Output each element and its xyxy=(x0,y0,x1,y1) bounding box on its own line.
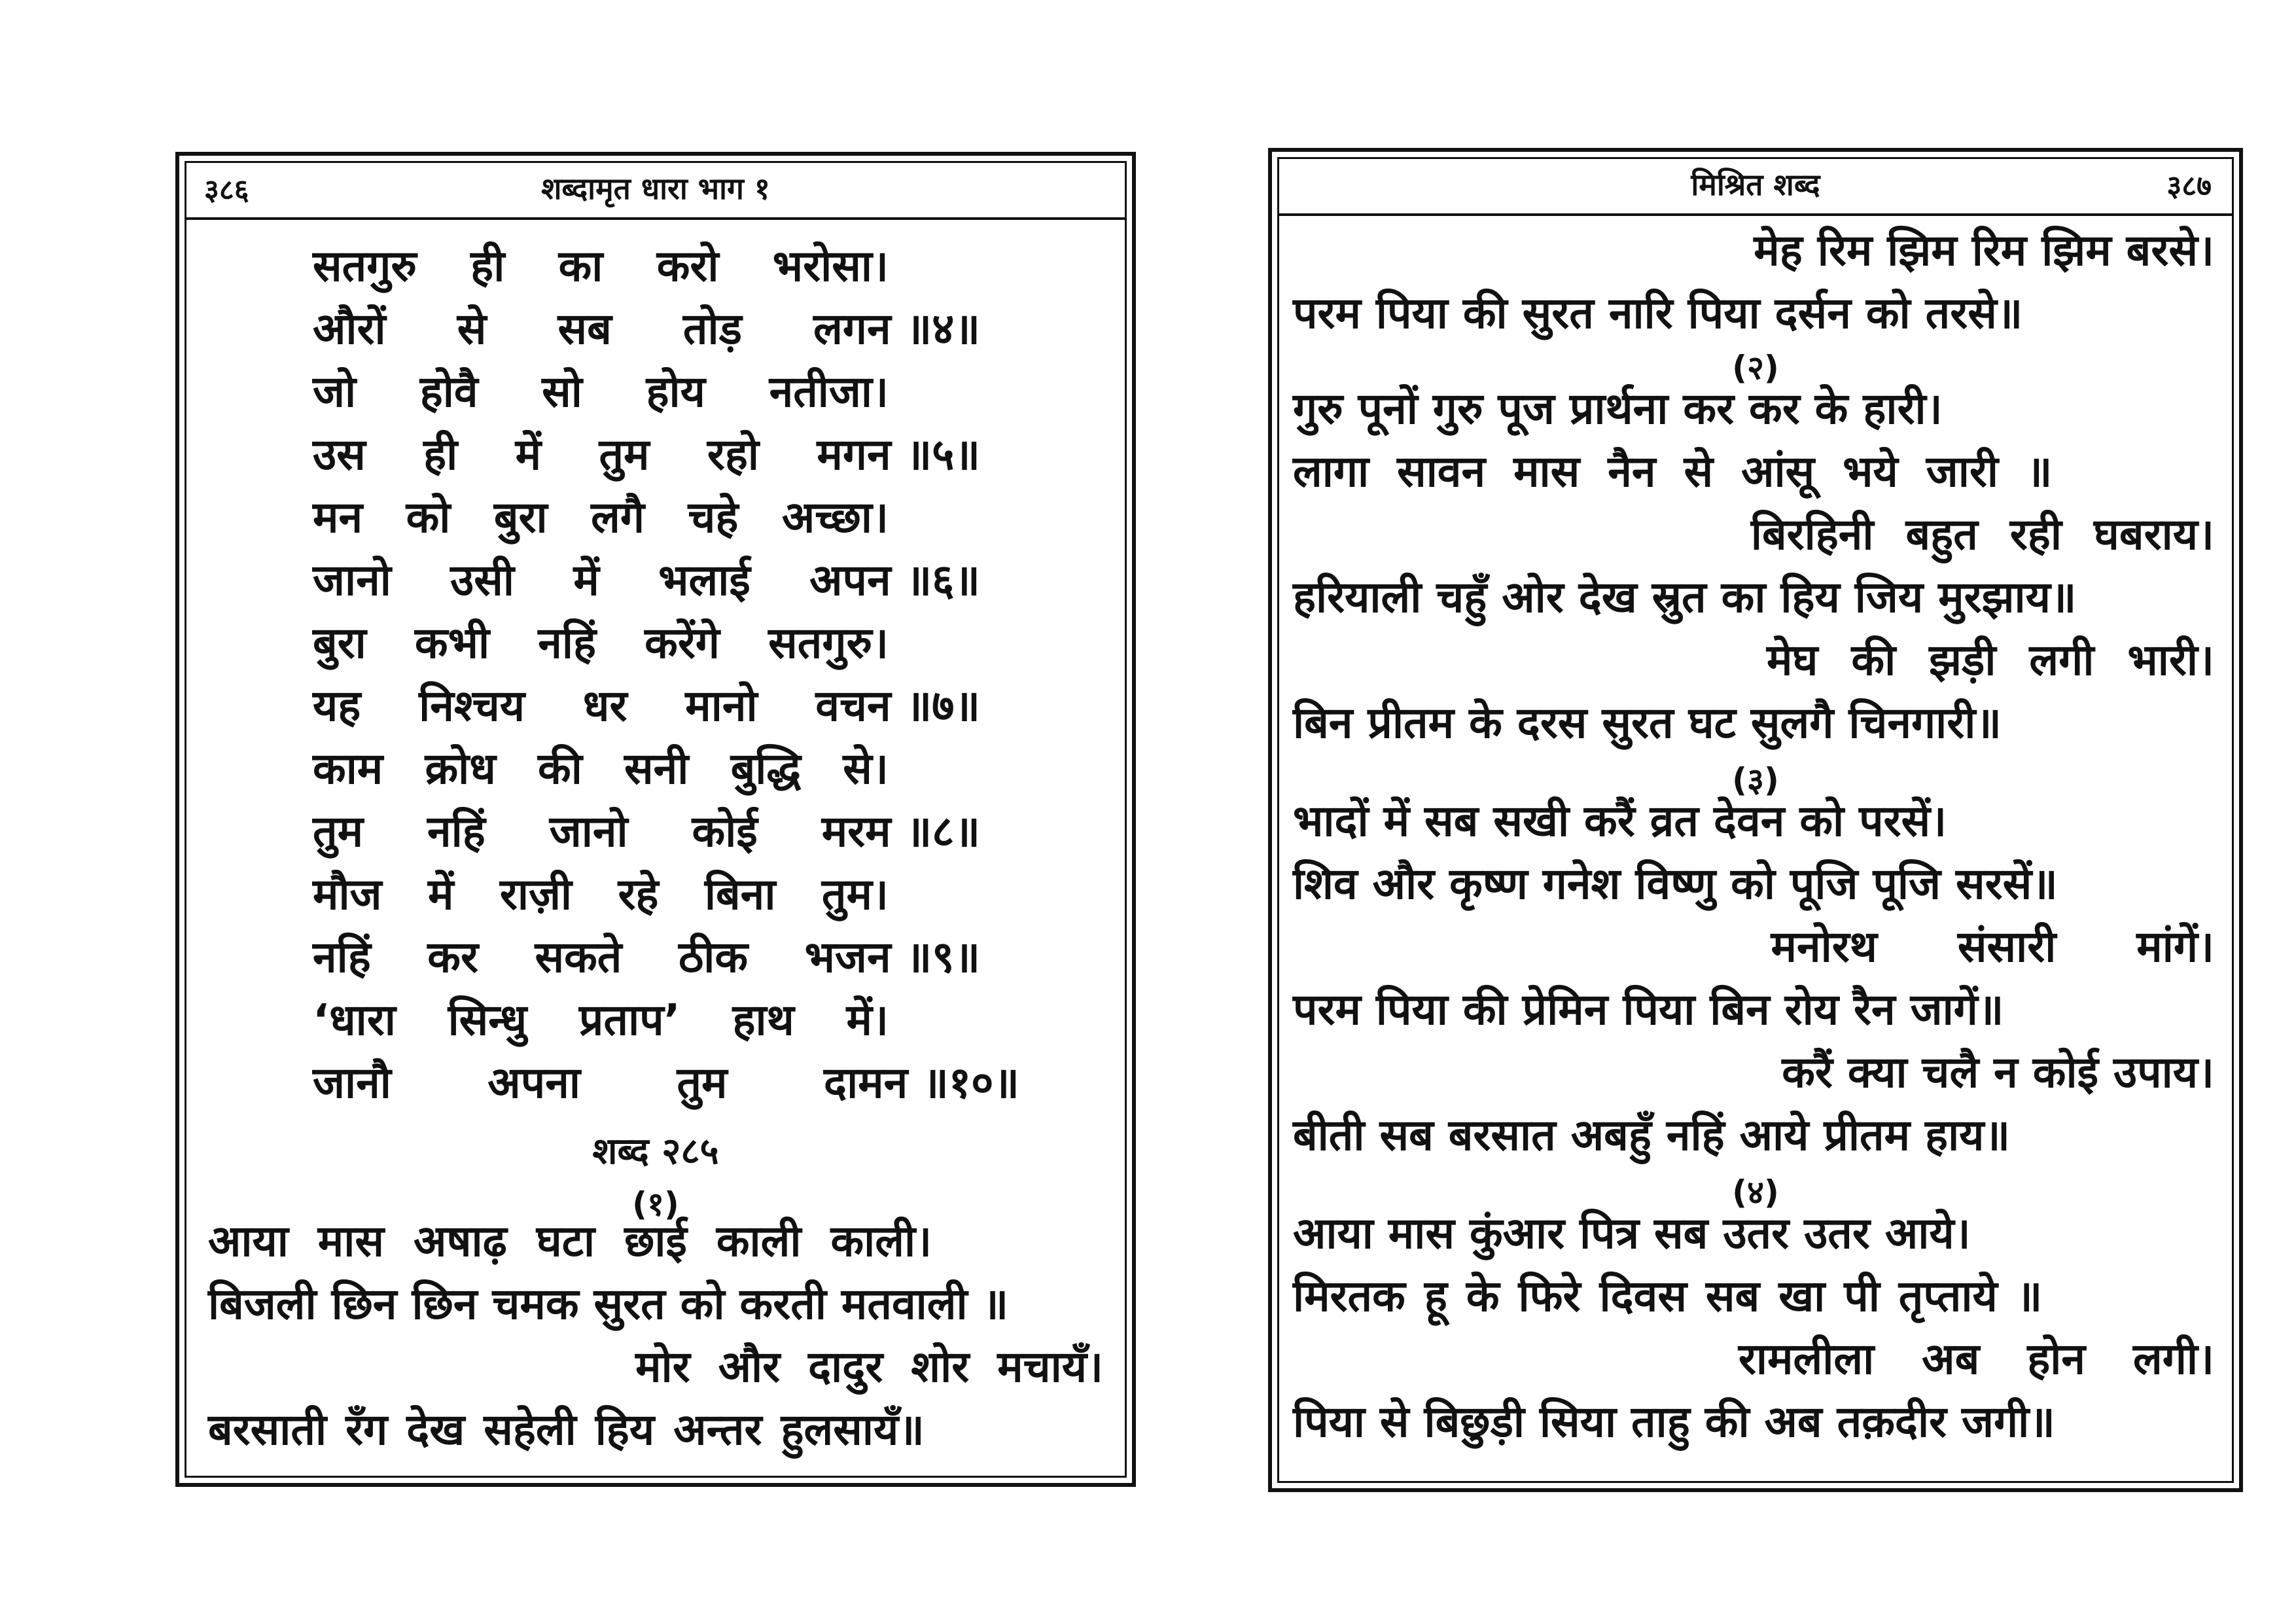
verse-line: हरियाली चहुँ ओर देख स्रुत का हिय जिय मुरझाय॥ xyxy=(1293,572,2077,622)
verse-line: लागा सावन मास नैन से आंसू भये जारी ॥ xyxy=(1293,446,2053,497)
verse-line: बिन प्रीतम के दरस सुरत घट सुलगै चिनगारी॥ xyxy=(1293,698,2002,748)
verse-line: जानौ अपना तुम दामन ॥१०॥ xyxy=(313,1058,1019,1108)
right-page-number: ३८७ xyxy=(2166,169,2212,203)
verse-line: परम पिया की सुरत नारि पिया दर्सन को तरसे॥ xyxy=(1293,288,2023,338)
verse-line: काम क्रोध की सनी बुद्धि से। xyxy=(313,743,889,794)
left-page-number: ३८६ xyxy=(204,173,249,207)
shabd-heading: शब्द २८५ xyxy=(592,1130,719,1173)
verse-line: बिजली छिन छिन चमक सुरत को करती मतवाली ॥ xyxy=(208,1279,1009,1329)
verse-line: नहिं कर सकते ठीक भजन ॥९॥ xyxy=(313,932,980,982)
verse-line: सतगुरु ही का करो भरोसा। xyxy=(313,241,889,291)
verse-line: गुरु पूनों गुरु पूज प्रार्थना कर कर के हारी। xyxy=(1293,383,1943,434)
verse-line: जानो उसी में भलाई अपन ॥६॥ xyxy=(313,555,980,605)
verse-line: मन को बुरा लगै चहे अच्छा। xyxy=(313,492,889,543)
verse-line: बरसाती रँग देख सहेली हिय अन्तर हुलसायँ॥ xyxy=(208,1404,925,1455)
section-marker: (३) xyxy=(1732,761,1779,799)
verse-line: मेघ की झड़ी लगी भारी। xyxy=(1766,635,2214,685)
verse-line: मनोरथ संसारी मांगें। xyxy=(1771,921,2214,972)
verse-line: मेह रिम झिम रिम झिम बरसे। xyxy=(1754,225,2214,276)
verse-line: मौज में राज़ी रहे बिना तुम। xyxy=(313,869,889,919)
verse-line: रामलीला अब होन लगी। xyxy=(1738,1334,2214,1384)
left-page-running-title: शब्दामृत धारा भाग १ xyxy=(541,171,770,206)
section-marker: (२) xyxy=(1732,349,1779,387)
verse-line: करैं क्या चलै न कोई उपाय। xyxy=(1782,1047,2214,1097)
verse-line: बीती सब बरसात अबहुँ नहिं आये प्रीतम हाय॥ xyxy=(1293,1110,2010,1160)
verse-line: मोर और दादुर शोर मचायँ। xyxy=(635,1342,1103,1392)
verse-line: मिरतक हू के फिरे दिवस सब खा पी तृप्ताये ॥ xyxy=(1293,1271,2043,1321)
verse-line: परम पिया की प्रेमिन पिया बिन रोय रैन जागें॥ xyxy=(1293,984,2004,1035)
section-marker: (४) xyxy=(1732,1173,1779,1211)
verse-line: भादों में सब सखी करैं व्रत देवन को परसें। xyxy=(1293,796,1947,846)
verse-line: आया मास कुंआर पित्र सब उतर उतर आये। xyxy=(1293,1208,1971,1258)
verse-line: ‘धारा सिन्धु प्रताप’ हाथ में। xyxy=(313,995,889,1045)
verse-line: जो होवै सो होय नतीजा। xyxy=(313,366,889,417)
right-page xyxy=(1268,148,2243,1492)
verse-line: औरों से सब तोड़ लगन ॥४॥ xyxy=(313,304,980,354)
right-page-header xyxy=(1277,157,2234,216)
verse-line: तुम नहिं जानो कोई मरम ॥८॥ xyxy=(313,806,980,857)
verse-line: उस ही में तुम रहो मगन ॥५॥ xyxy=(313,429,980,480)
verse-line: शिव और कृष्ण गनेश विष्णु को पूजि पूजि सरसें॥ xyxy=(1293,859,2058,909)
verse-line: बुरा कभी नहिं करेंगे सतगुरु। xyxy=(313,618,889,668)
verse-line: पिया से बिछुड़ी सिया ताहु की अब तक़दीर जगी॥ xyxy=(1293,1397,2055,1447)
section-marker: (१) xyxy=(632,1185,679,1223)
left-page xyxy=(175,152,1136,1487)
left-page-header xyxy=(185,161,1127,220)
verse-line: आया मास अषाढ़ घटा छाई काली काली। xyxy=(208,1216,932,1266)
verse-line: यह निश्चय धर मानो वचन ॥७॥ xyxy=(313,681,980,731)
verse-line: बिरहिनी बहुत रही घबराय। xyxy=(1750,509,2214,560)
right-page-running-title: मिश्रित शब्द xyxy=(1691,167,1820,202)
